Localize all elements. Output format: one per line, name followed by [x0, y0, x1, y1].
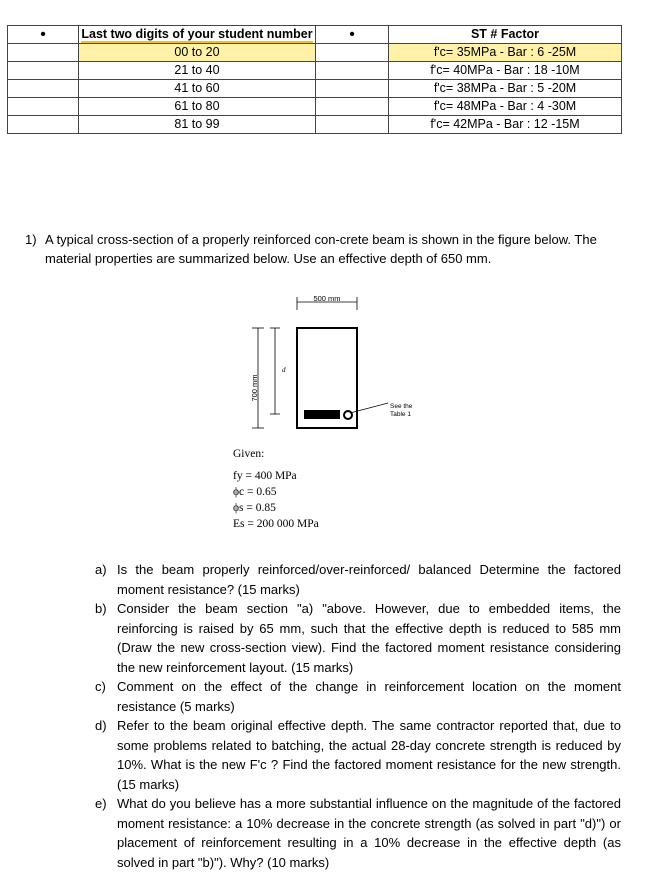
factor-cell: f'c= 42MPa - Bar : 12 -15M	[389, 116, 622, 134]
factor-cell: f'c= 48MPa - Bar : 4 -30M	[389, 98, 622, 116]
factor-cell: f'c= 38MPa - Bar : 5 -20M	[389, 80, 622, 98]
header-factor: ST # Factor	[389, 26, 622, 44]
given-line: Es = 200 000 MPa	[233, 518, 319, 530]
range-cell: 61 to 80	[79, 98, 316, 116]
width-label: 500 mm	[313, 294, 341, 303]
subquestion-list	[95, 560, 621, 872]
beam-cross-section-figure	[230, 290, 430, 440]
factor-cell: f'c= 35MPa - Bar : 6 -25M	[389, 44, 622, 62]
table-row	[8, 80, 622, 98]
subquestion-text: Is the beam properly reinforced/over-reinforced/ balanced Determine the factored moment resistance? (15 marks)	[117, 562, 621, 597]
question-number: 1)	[25, 232, 37, 247]
subquestion-letter: d)	[95, 718, 107, 733]
subquestion-letter: b)	[95, 601, 107, 616]
header-student-number-label: Last two digits of your student number	[81, 27, 313, 41]
table-row	[8, 62, 622, 80]
table-row	[8, 44, 622, 62]
given-line: fy = 400 MPa	[233, 470, 297, 482]
note-line-2: Table 1	[390, 411, 411, 418]
subquestion-text: What do you believe has a more substantial influence on the magnitude of the factored moment resistance: a 10% decrease in the concrete strength (as solved in part "d)") or placement of reinforcement resulting in a 10% decrease in the effective depth (as solved in part "b)"). Why? (10 marks)	[117, 796, 621, 870]
bullet: •	[316, 26, 389, 44]
table-header-row	[8, 26, 622, 44]
factor-cell: f'c= 40MPa - Bar : 18 -10M	[389, 62, 622, 80]
subquestion-item	[95, 716, 621, 794]
subquestion-text: Comment on the effect of the change in reinforcement location on the moment resistance (5 marks)	[117, 679, 621, 714]
bullet: •	[8, 26, 79, 44]
range-cell: 00 to 20	[79, 44, 316, 62]
subquestion-item	[95, 599, 621, 677]
range-cell: 81 to 99	[79, 116, 316, 134]
depth-label: d	[282, 366, 286, 374]
subquestion-item	[95, 794, 621, 872]
question-1	[25, 230, 625, 268]
subquestion-item	[95, 560, 621, 599]
given-block	[233, 446, 319, 532]
subquestion-letter: e)	[95, 796, 107, 811]
height-label: 700 mm	[250, 374, 259, 402]
table-row	[8, 116, 622, 134]
header-student-number	[79, 26, 316, 44]
student-factor-table	[7, 25, 622, 134]
subquestion-letter: c)	[95, 679, 106, 694]
table-row	[8, 98, 622, 116]
given-line: ϕs = 0.85	[233, 502, 276, 514]
given-title: Given:	[233, 448, 265, 460]
given-line: ϕc = 0.65	[233, 486, 277, 498]
range-cell: 41 to 60	[79, 80, 316, 98]
subquestion-text: Refer to the beam original effective depth. The same contractor reported that, due to some problems related to batching, the actual 28-day concrete strength is reduced by 10%. What is the new F'c ? Find the factored moment resistance for the new strength. (15 marks)	[117, 718, 621, 792]
subquestion-text: Consider the beam section "a) "above. However, due to embedded items, the reinforcing is raised by 65 mm, such that the effective depth is reduced to 585 mm (Draw the new cross-section view). Find the factored moment resistance considering the new reinforcement layout. (15 marks)	[117, 601, 621, 675]
note-line-1: See the	[390, 403, 413, 410]
reinforcement-bars	[304, 410, 340, 419]
question-text: A typical cross-section of a properly reinforced con-crete beam is shown in the figure below. The material properties are summarized below. Use an effective depth of 650 mm.	[45, 232, 597, 266]
rebar-marker	[344, 411, 352, 419]
range-cell: 21 to 40	[79, 62, 316, 80]
subquestion-item	[95, 677, 621, 716]
subquestion-letter: a)	[95, 562, 107, 577]
